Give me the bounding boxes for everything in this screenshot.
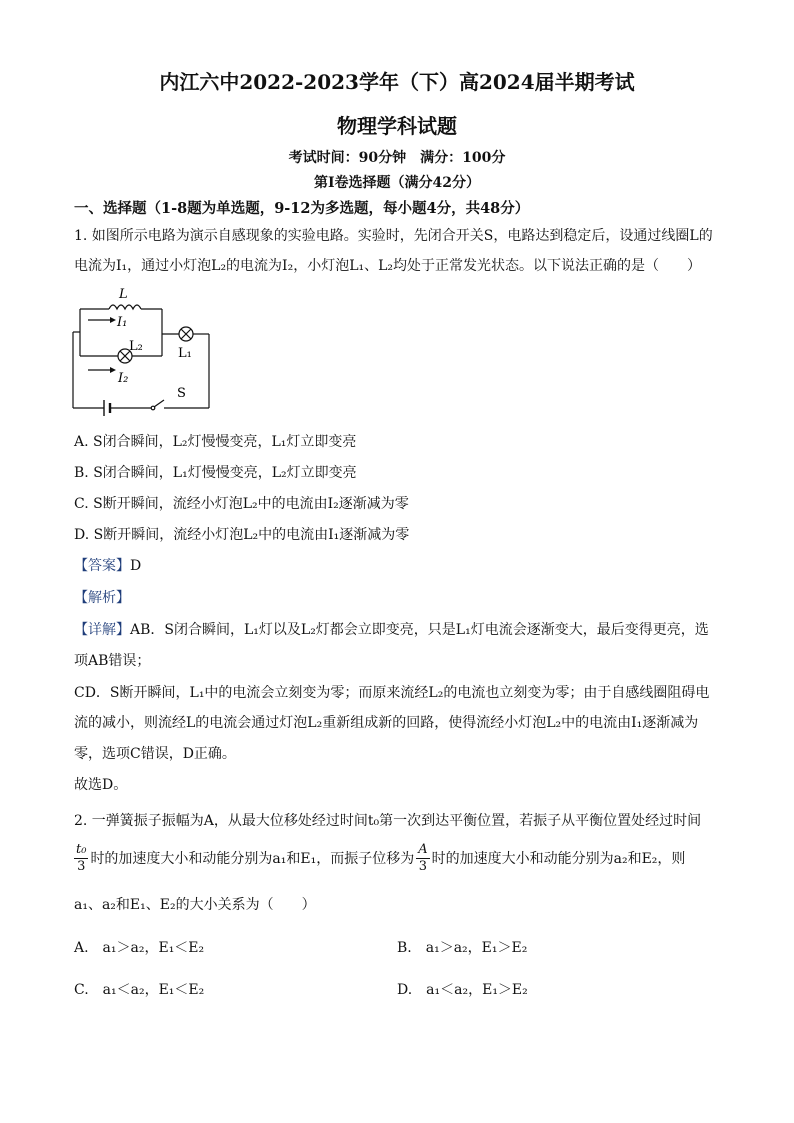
q1-option-a: A. S闭合瞬间，L₂灯慢慢变亮，L₁灯立即变亮 bbox=[74, 434, 357, 450]
q1-stem-line2: 电流为I₁，通过小灯泡L₂的电流为I₂，小灯泡L₁、L₂均处于正常发光状态。以下说法正确的是（ ） bbox=[74, 258, 702, 274]
analysis-tag: 【解析】 bbox=[74, 590, 130, 606]
q1-detail-line4: 流的减小，则流经L的电流会通过灯泡L₂重新组成新的回路，使得流经小灯泡L₂中的电流由I₁逐渐减为 bbox=[74, 715, 699, 731]
q1-option-c: C. S断开瞬间，流经小灯泡L₂中的电流由I₂逐渐减为零 bbox=[74, 496, 409, 512]
exam-info: 考试时间：90分钟 满分：100分 bbox=[288, 150, 506, 166]
q2-option-d: D. a₁＜a₂，E₁＞E₂ bbox=[397, 982, 528, 998]
detail-text: AB．S闭合瞬间，L₁灯以及L₂灯都会立即变亮，只是L₁灯电流会逐渐变大，最后变得更亮，选 bbox=[130, 622, 709, 638]
q2-stem-line1: 2. 一弹簧振子振幅为A，从最大位移处经过时间t₀第一次到达平衡位置，若振子从平衡位置处经过时间 bbox=[74, 813, 702, 829]
q1-detail-line6: 故选D。 bbox=[74, 777, 128, 793]
exam-subtitle: 物理学科试题 bbox=[337, 114, 457, 138]
q1-detail-line2: 项AB错误； bbox=[74, 653, 151, 669]
answer-value: D bbox=[130, 558, 142, 574]
fraction-denominator: 3 bbox=[418, 859, 428, 874]
fraction-t0-over-3 bbox=[74, 842, 88, 875]
label-L1: L₁ bbox=[178, 346, 192, 361]
exam-title: 内江六中2022-2023学年（下）高2024届半期考试 bbox=[159, 70, 635, 94]
q2-stem-line2 bbox=[74, 842, 685, 875]
label-S: S bbox=[177, 386, 186, 401]
answer-tag: 【答案】 bbox=[74, 558, 130, 574]
q2-text-b: 时的加速度大小和动能分别为a₂和E₂，则 bbox=[431, 850, 686, 867]
q1-detail-line5: 零，选项C错误，D正确。 bbox=[74, 746, 236, 762]
q1-option-d: D. S断开瞬间，流经小灯泡L₂中的电流由I₁逐渐减为零 bbox=[74, 527, 410, 543]
q2-stem-line3: a₁、a₂和E₁、E₂的大小关系为（ ） bbox=[74, 897, 316, 913]
q1-detail-line1 bbox=[74, 620, 709, 640]
fraction-numerator: t₀ bbox=[76, 842, 87, 857]
q2-option-a: A. a₁＞a₂，E₁＜E₂ bbox=[74, 940, 205, 956]
q1-answer bbox=[74, 556, 141, 576]
label-L2: L₂ bbox=[129, 339, 143, 354]
label-I1: I₁ bbox=[117, 315, 128, 330]
label-I2: I₂ bbox=[118, 371, 129, 386]
label-L: L bbox=[119, 287, 128, 302]
section-heading: 一、选择题（1-8题为单选题，9-12为多选题，每小题4分，共48分） bbox=[74, 200, 530, 217]
detail-tag: 【详解】 bbox=[74, 622, 130, 638]
q2-option-c: C. a₁＜a₂，E₁＜E₂ bbox=[74, 982, 205, 998]
fraction-denominator: 3 bbox=[77, 859, 86, 874]
fraction-A-over-3 bbox=[416, 842, 429, 875]
q2-option-b: B. a₁＞a₂，E₁＞E₂ bbox=[397, 940, 528, 956]
q1-stem-line1: 1. 如图所示电路为演示自感现象的实验电路。实验时，先闭合开关S，电路达到稳定后，设通过线圈L的 bbox=[74, 228, 713, 244]
fraction-numerator: A bbox=[418, 842, 428, 857]
volume-heading: 第Ⅰ卷选择题（满分42分） bbox=[313, 175, 481, 191]
q1-detail-line3: CD．S断开瞬间，L₁中的电流会立刻变为零；而原来流经L₂的电流也立刻变为零；由于自感线圈阻碍电 bbox=[74, 685, 710, 701]
q2-text-a: 时的加速度大小和动能分别为a₁和E₁，而振子位移为 bbox=[90, 850, 415, 867]
circuit-diagram bbox=[66, 284, 226, 416]
q1-option-b: B. S闭合瞬间，L₁灯慢慢变亮，L₂灯立即变亮 bbox=[74, 465, 357, 481]
